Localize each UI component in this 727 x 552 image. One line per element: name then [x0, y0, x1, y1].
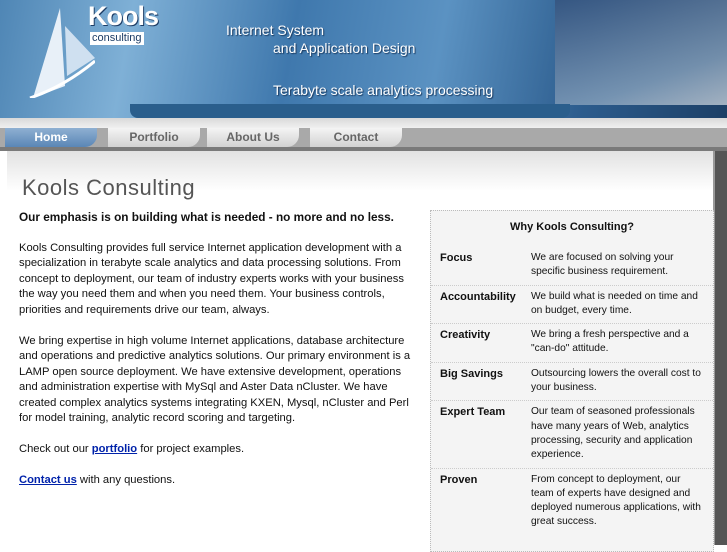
reason-text: Our team of seasoned professionals have many years of Web, analytics processing, security and application experience.	[531, 406, 695, 461]
reason-label: Accountability	[440, 290, 516, 303]
header-banner	[0, 0, 727, 118]
nav-about-us[interactable]: About Us	[207, 128, 299, 147]
text: for project examples.	[137, 443, 245, 455]
why-sidebar	[430, 210, 714, 552]
right-border	[713, 151, 727, 545]
nav-portfolio[interactable]: Portfolio	[108, 128, 200, 147]
reason-text: Outsourcing lowers the overall cost to your business.	[531, 367, 701, 394]
reason-text: We bring a fresh perspective and a "can-do" attitude.	[531, 329, 689, 355]
nav-home[interactable]: Home	[5, 128, 97, 147]
expertise-paragraph: We bring expertise in high volume Internet applications, database architecture and operations and predictive analytics solutions. Our primary environment is a LAMP open source deployment. We have extensive development, operations and administration expertise with MySql and Aster Data nCluster. We have created complex analytics systems integrating KXEN, Mysql, nCluster and Perl for model training, analytic record scoring and targeting.	[19, 334, 411, 424]
portfolio-paragraph	[19, 442, 419, 458]
reason-row	[431, 401, 713, 468]
reason-text: From concept to deployment, our team of experts have designed and deployed numerous applications, with great success.	[531, 473, 701, 528]
contact-us-link[interactable]: Contact us	[19, 474, 77, 486]
page-title: Kools Consulting	[22, 175, 196, 200]
tagline-3: Terabyte scale analytics processing	[273, 82, 494, 98]
lead-text: Our emphasis is on building what is needed - no more and no less.	[19, 210, 394, 224]
reason-row	[431, 324, 713, 363]
reason-label: Big Savings	[440, 367, 503, 380]
logo-subtext: consulting	[92, 32, 142, 44]
reason-text: We build what is needed on time and on budget, every time.	[531, 290, 698, 316]
reason-label: Proven	[440, 473, 478, 486]
sidebar-title: Why Kools Consulting?	[509, 221, 635, 233]
reason-row	[431, 286, 713, 325]
banner-shade	[130, 104, 570, 118]
logo-text: Kools	[88, 1, 159, 31]
tagline-2: and Application Design	[273, 40, 416, 56]
contact-paragraph	[19, 473, 419, 489]
reason-row	[431, 247, 713, 286]
text: Check out our	[19, 443, 92, 455]
tagline-1: Internet System	[226, 22, 325, 38]
reason-label: Creativity	[440, 329, 491, 342]
reason-label: Focus	[440, 252, 473, 264]
text: with any questions.	[76, 474, 176, 486]
portfolio-link[interactable]: portfolio	[91, 443, 138, 455]
sail-logo-icon	[25, 6, 95, 98]
reason-row	[431, 469, 713, 535]
reason-row	[431, 363, 713, 402]
reason-text: We are focused on solving your specific business requirement.	[531, 252, 674, 278]
intro-paragraph: Kools Consulting provides full service Internet application development with a specialization in terabyte scale analytics and data processing solutions. From concept to deployment, our team of industry experts works with your business the way you need them and when you need them. Your business controls, priorities and requirements drive our team, always.	[19, 241, 404, 316]
reason-label: Expert Team	[440, 406, 506, 419]
main-nav	[0, 128, 727, 147]
nav-contact[interactable]: Contact	[310, 128, 402, 147]
header-band	[0, 118, 727, 128]
laptop-photo	[555, 0, 727, 105]
main-text	[19, 210, 419, 504]
